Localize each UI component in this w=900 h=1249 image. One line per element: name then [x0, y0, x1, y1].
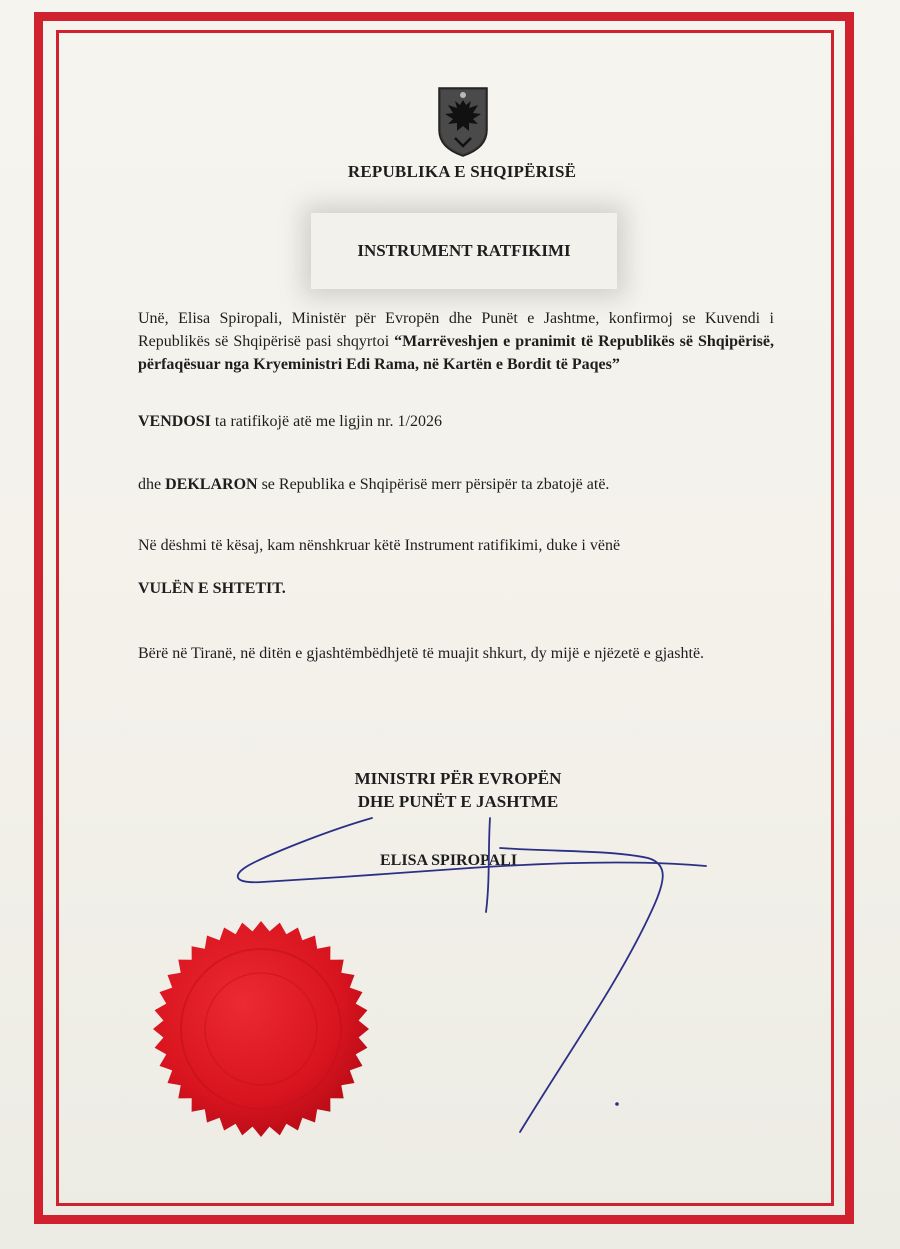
document-title: INSTRUMENT RATFIKIMI [357, 241, 571, 260]
deshmi-line: Në dëshmi të kësaj, kam nënshkruar këtë Instrument ratifikimi, duke i vënë [138, 537, 621, 554]
intro-paragraph [138, 307, 774, 376]
document-title-box [311, 213, 617, 289]
eagle-emblem-icon [437, 86, 489, 158]
date-place-line: Bërë në Tiranë, në ditën e gjashtëmbëdhjetë të muajit shkurt, dy mijë e njëzetë e gjashtë. [138, 645, 705, 662]
state-seal-line: VULËN E SHTETIT. [138, 580, 286, 597]
vendosi-line [138, 413, 442, 431]
vendosi-text: ta ratifikojë atë me ligjin nr. 1/2026 [210, 413, 442, 430]
intro-text: Unë, Elisa Spiropali, Ministër për Evropën dhe Punët e Jashtme, konfirmoj se Kuvendi i Republikës së Shqipërisë pasi shqyrtoi [138, 310, 774, 350]
minister-title [300, 767, 616, 813]
signatory-name: ELISA SPIROPALI [380, 852, 518, 869]
wax-seal [150, 918, 372, 1140]
minister-title-line2: DHE PUNËT E JASHTME [357, 792, 559, 811]
deklaron-line [138, 476, 609, 494]
deklaron-prefix: dhe [138, 476, 166, 493]
minister-title-line1: MINISTRI PËR EVROPËN [354, 769, 562, 788]
vendosi-keyword: VENDOSI [138, 413, 211, 430]
deklaron-keyword: DEKLARON [165, 476, 258, 493]
deklaron-text: se Republika e Shqipërisë merr përsipër ta zbatojë atë. [257, 476, 610, 493]
agreement-title: “Marrëveshjen e pranimit të Republikës së Shqipërisë, përfaqësuar nga Kryeministri Edi Rama, në Kartën e Bordit të Paqes” [138, 333, 775, 373]
republic-heading: REPUBLIKA E SHQIPËRISË [347, 162, 577, 181]
